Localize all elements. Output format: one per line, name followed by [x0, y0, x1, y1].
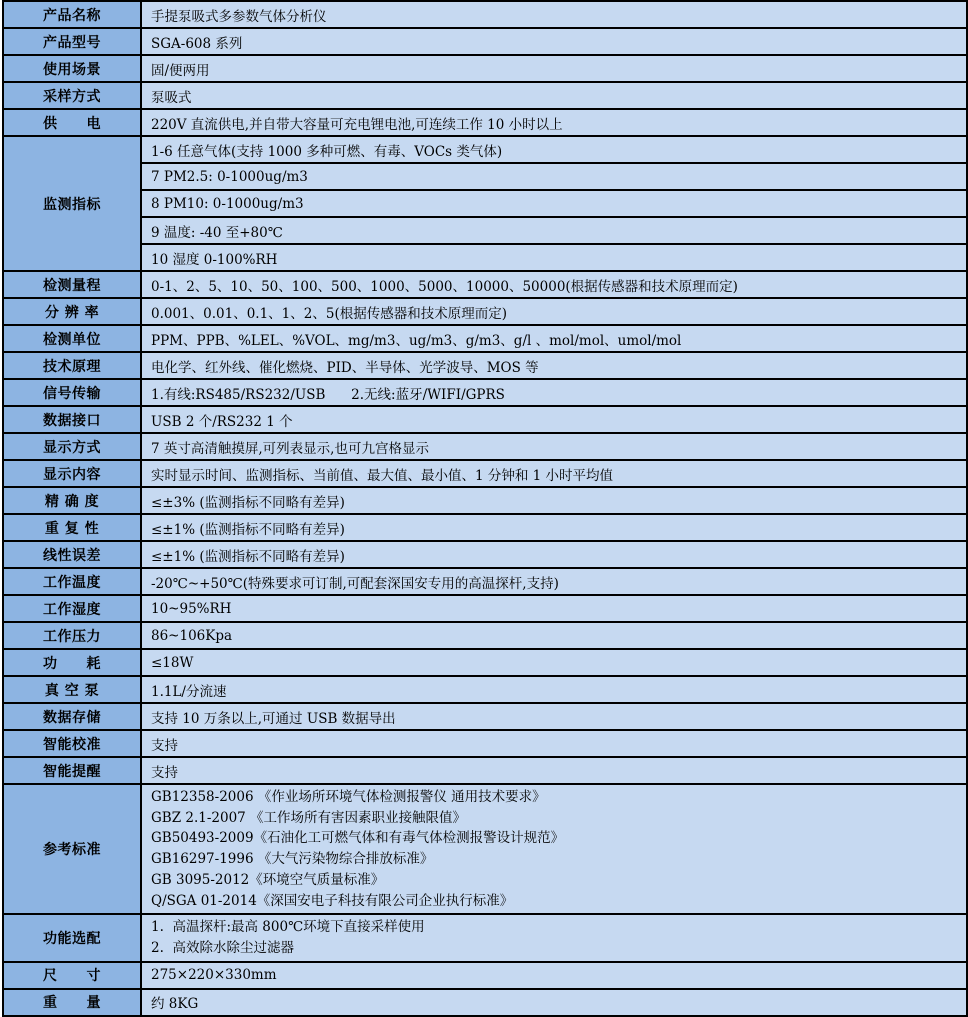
spec-row	[3, 703, 967, 730]
spec-line: 1. 高温探杆:最高 800℃环境下直接采样使用	[151, 919, 425, 936]
spec-row	[3, 676, 967, 703]
spec-label: 重 复 性	[3, 514, 141, 541]
spec-value: 0.001、0.01、0.1、1、2、5(根据传感器和技术原理而定)	[141, 298, 967, 325]
spec-value	[141, 784, 967, 914]
spec-row	[3, 649, 967, 676]
spec-value: 固/便两用	[141, 55, 967, 82]
spec-value: ≤±1% (监测指标不同略有差异)	[141, 514, 967, 541]
spec-row	[3, 541, 967, 568]
spec-row	[3, 217, 967, 244]
spec-value	[141, 914, 967, 961]
spec-label: 产品名称	[3, 1, 141, 28]
spec-line: GB50493-2009《石油化工可燃气体和有毒气体检测报警设计规范》	[151, 830, 565, 847]
spec-label: 精 确 度	[3, 487, 141, 514]
spec-value: ≤±3% (监测指标不同略有差异)	[141, 487, 967, 514]
spec-value: 支持 10 万条以上,可通过 USB 数据导出	[141, 703, 967, 730]
spec-value: SGA-608 系列	[141, 28, 967, 55]
spec-label: 检测量程	[3, 271, 141, 298]
spec-line: GBZ 2.1-2007 《工作场所有害因素职业接触限值》	[151, 809, 467, 826]
spec-label: 真 空 泵	[3, 676, 141, 703]
spec-row	[3, 433, 967, 460]
spec-value: -20℃~+50℃(特殊要求可订制,可配套深国安专用的高温探杆,支持)	[141, 568, 967, 595]
spec-label: 功 耗	[3, 649, 141, 676]
spec-line: GB 3095-2012《环境空气质量标准》	[151, 871, 385, 888]
spec-value: 1.1L/分流速	[141, 676, 967, 703]
spec-row	[3, 28, 967, 55]
spec-value: 电化学、红外线、催化燃烧、PID、半导体、光学波导、MOS 等	[141, 352, 967, 379]
spec-row	[3, 1, 967, 28]
spec-row	[3, 595, 967, 622]
spec-value: 泵吸式	[141, 82, 967, 109]
spec-value: ≤18W	[141, 649, 967, 676]
spec-row	[3, 298, 967, 325]
spec-row	[3, 914, 967, 961]
spec-value: 10~95%RH	[141, 595, 967, 622]
spec-row	[3, 190, 967, 217]
spec-line: GB12358-2006 《作业场所环境气体检测报警仪 通用技术要求》	[151, 789, 546, 805]
spec-row	[3, 622, 967, 649]
spec-label: 分 辨 率	[3, 298, 141, 325]
spec-row	[3, 487, 967, 514]
spec-value: 手提泵吸式多参数气体分析仪	[141, 1, 967, 28]
spec-value: USB 2 个/RS232 1 个	[141, 406, 967, 433]
spec-subvalue: 1-6 任意气体(支持 1000 多种可燃、有毒、VOCs 类气体)	[141, 136, 967, 163]
spec-label: 采样方式	[3, 82, 141, 109]
spec-label: 尺 寸	[3, 962, 141, 989]
spec-label: 智能校准	[3, 730, 141, 757]
spec-value: 实时显示时间、监测指标、当前值、最大值、最小值、1 分钟和 1 小时平均值	[141, 460, 967, 487]
spec-label: 重 量	[3, 989, 141, 1016]
spec-label: 参考标准	[3, 784, 141, 914]
spec-row	[3, 757, 967, 784]
spec-row	[3, 460, 967, 487]
spec-value: 支持	[141, 730, 967, 757]
spec-label: 检测单位	[3, 325, 141, 352]
spec-line: GB16297-1996 《大气污染物综合排放标准》	[151, 851, 434, 868]
spec-label: 智能提醒	[3, 757, 141, 784]
spec-row	[3, 406, 967, 433]
spec-label: 产品型号	[3, 28, 141, 55]
spec-row	[3, 514, 967, 541]
spec-label: 监测指标	[3, 136, 141, 271]
spec-label: 使用场景	[3, 55, 141, 82]
spec-value: 1.有线:RS485/RS232/USB 2.无线:蓝牙/WIFI/GPRS	[141, 379, 967, 406]
spec-value: 7 英寸高清触摸屏,可列表显示,也可九宫格显示	[141, 433, 967, 460]
spec-subvalue: 10 湿度 0-100%RH	[141, 244, 967, 271]
spec-value: 86~106Kpa	[141, 622, 967, 649]
spec-label: 显示内容	[3, 460, 141, 487]
spec-line: Q/SGA 01-2014《深国安电子科技有限公司企业执行标准》	[151, 892, 514, 909]
spec-value: 约 8KG	[141, 989, 967, 1016]
spec-value: ≤±1% (监测指标不同略有差异)	[141, 541, 967, 568]
spec-subvalue: 9 温度: -40 至+80℃	[141, 217, 967, 244]
spec-row	[3, 163, 967, 190]
spec-table	[2, 0, 968, 1017]
spec-label: 供 电	[3, 109, 141, 136]
spec-row	[3, 271, 967, 298]
spec-subvalue: 8 PM10: 0-1000ug/m3	[141, 190, 967, 217]
spec-label: 显示方式	[3, 433, 141, 460]
spec-subvalue: 7 PM2.5: 0-1000ug/m3	[141, 163, 967, 190]
spec-row	[3, 784, 967, 914]
spec-row	[3, 136, 967, 163]
spec-row	[3, 352, 967, 379]
spec-label: 工作压力	[3, 622, 141, 649]
spec-label: 工作湿度	[3, 595, 141, 622]
spec-row	[3, 109, 967, 136]
spec-row	[3, 730, 967, 757]
spec-row	[3, 244, 967, 271]
spec-table-body	[3, 1, 967, 1016]
spec-row	[3, 379, 967, 406]
spec-row	[3, 55, 967, 82]
spec-label: 技术原理	[3, 352, 141, 379]
spec-label: 线性误差	[3, 541, 141, 568]
spec-value: 220V 直流供电,并自带大容量可充电锂电池,可连续工作 10 小时以上	[141, 109, 967, 136]
spec-row	[3, 82, 967, 109]
spec-value: 275×220×330mm	[141, 962, 967, 989]
spec-label: 数据存储	[3, 703, 141, 730]
spec-label: 数据接口	[3, 406, 141, 433]
spec-label: 工作温度	[3, 568, 141, 595]
spec-value: 支持	[141, 757, 967, 784]
spec-value: 0-1、2、5、10、50、100、500、1000、5000、10000、50000(根据传感器和技术原理而定)	[141, 271, 967, 298]
spec-row	[3, 989, 967, 1016]
spec-label: 功能选配	[3, 914, 141, 961]
spec-value: PPM、PPB、%LEL、%VOL、mg/m3、ug/m3、g/m3、g/l 、mol/mol、umol/mol	[141, 325, 967, 352]
spec-row	[3, 962, 967, 989]
spec-row	[3, 325, 967, 352]
spec-line: 2. 高效除水除尘过滤器	[151, 939, 294, 956]
spec-row	[3, 568, 967, 595]
spec-label: 信号传输	[3, 379, 141, 406]
